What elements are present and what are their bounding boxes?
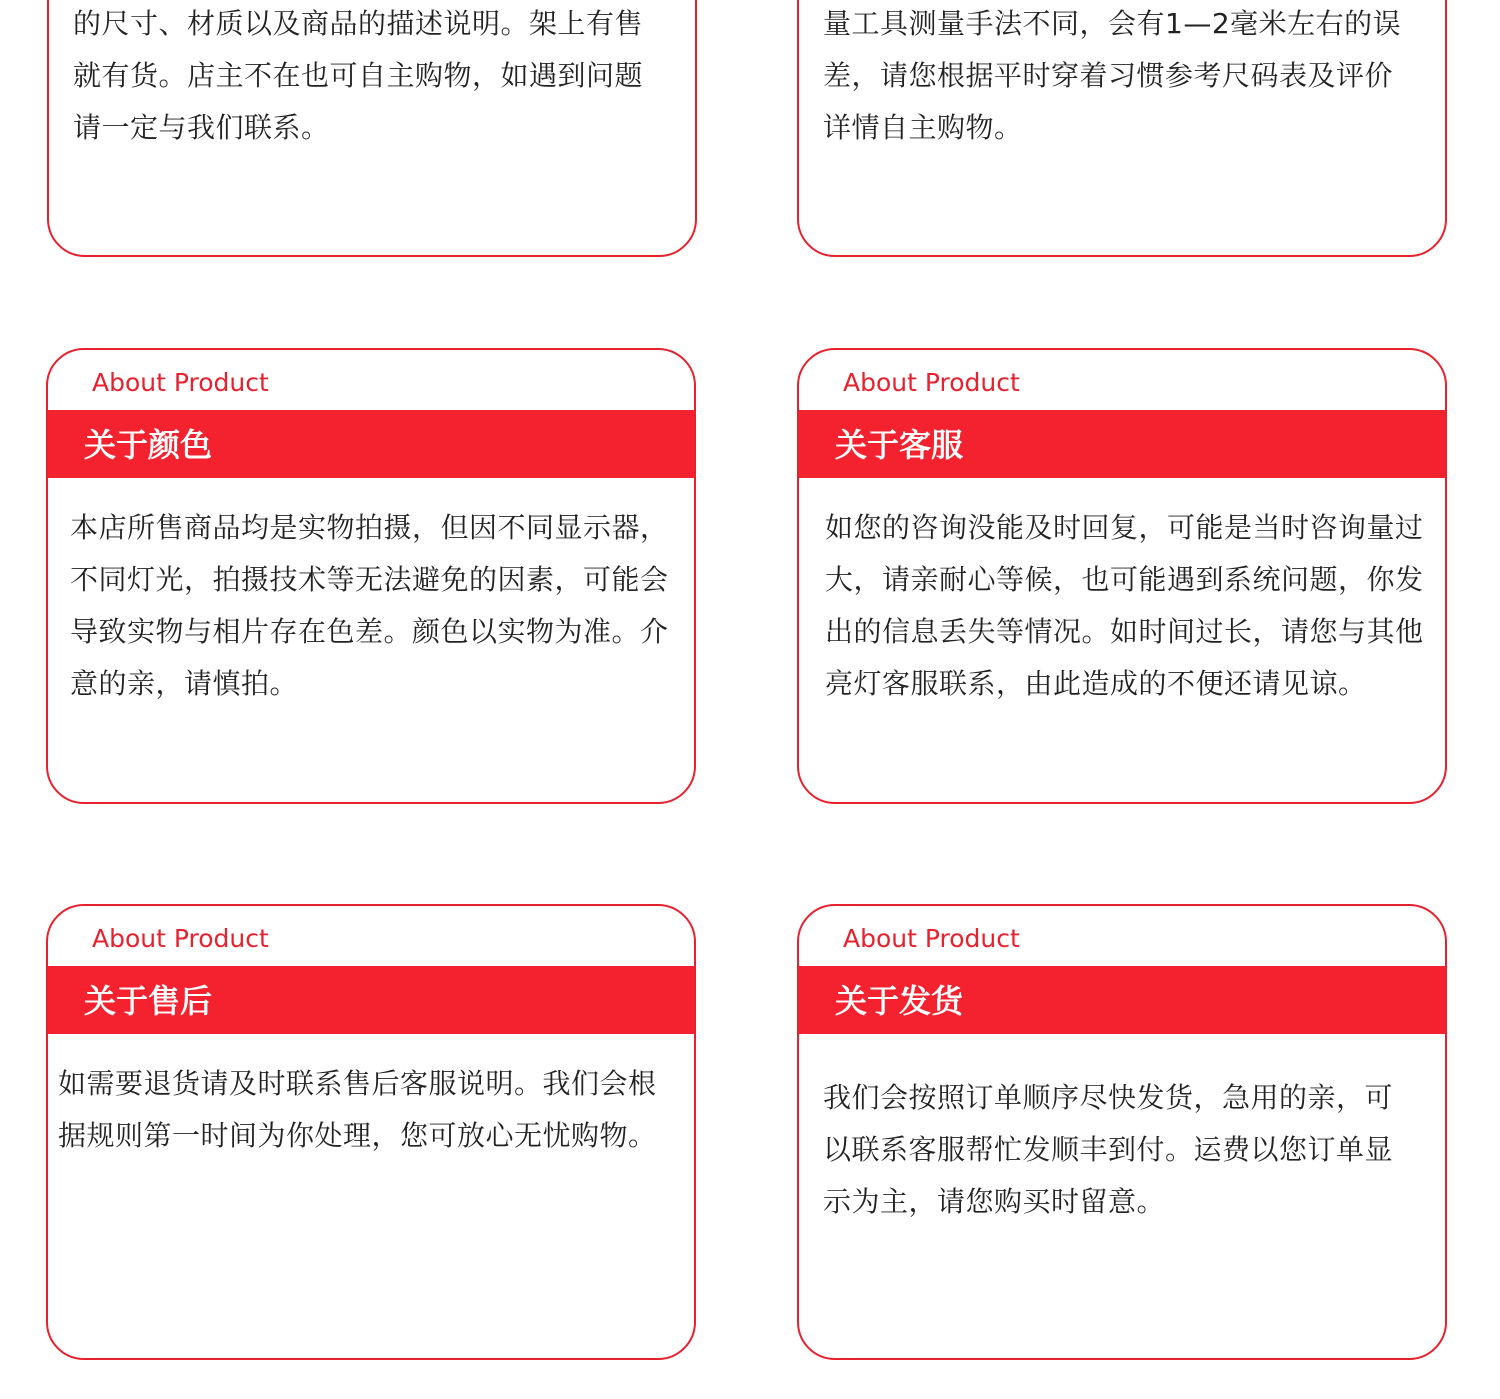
card-body-text: 我们会按照订单顺序尽快发货，急用的亲，可以联系客服帮忙发顺丰到付。运费以您订单显示为主，请您购买时留意。 [823,1081,1394,1218]
card-subtitle: About Product [843,924,1020,953]
card-title: 关于发货 [799,966,1445,1034]
card-title: 关于客服 [799,410,1445,478]
card-body-text: 的尺寸、材质以及商品的描述说明。架上有售就有货。店主不在也可自主购物，如遇到问题请一定与我们联系。 [73,7,644,144]
card-body-text: 本店所售商品均是实物拍摄，但因不同显示器，不同灯光，拍摄技术等无法避免的因素，可能会导致实物与相片存在色差。颜色以实物为准。介意的亲，请慎拍。 [70,511,669,700]
info-card-after-sales [46,904,696,1360]
info-card-top-right [797,0,1447,257]
card-title: 关于颜色 [48,410,694,478]
info-card-color [46,348,696,804]
card-body-text: 如您的咨询没能及时回复，可能是当时咨询量过大，请亲耐心等候，也可能遇到系统问题，你发出的信息丢失等情况。如时间过长，请您与其他亮灯客服联系，由此造成的不便还请见谅。 [825,511,1424,700]
card-subtitle: About Product [843,368,1020,397]
info-card-customer-service [797,348,1447,804]
card-subtitle: About Product [92,368,269,397]
info-card-shipping [797,904,1447,1360]
card-body-text: 量工具测量手法不同，会有1—2毫米左右的误差，请您根据平时穿着习惯参考尺码表及评价详情自主购物。 [823,7,1402,144]
card-title: 关于售后 [48,966,694,1034]
card-subtitle: About Product [92,924,269,953]
card-body-text: 如需要退货请及时联系售后客服说明。我们会根据规则第一时间为你处理，您可放心无忧购物。 [58,1067,657,1152]
info-card-top-left [47,0,697,257]
